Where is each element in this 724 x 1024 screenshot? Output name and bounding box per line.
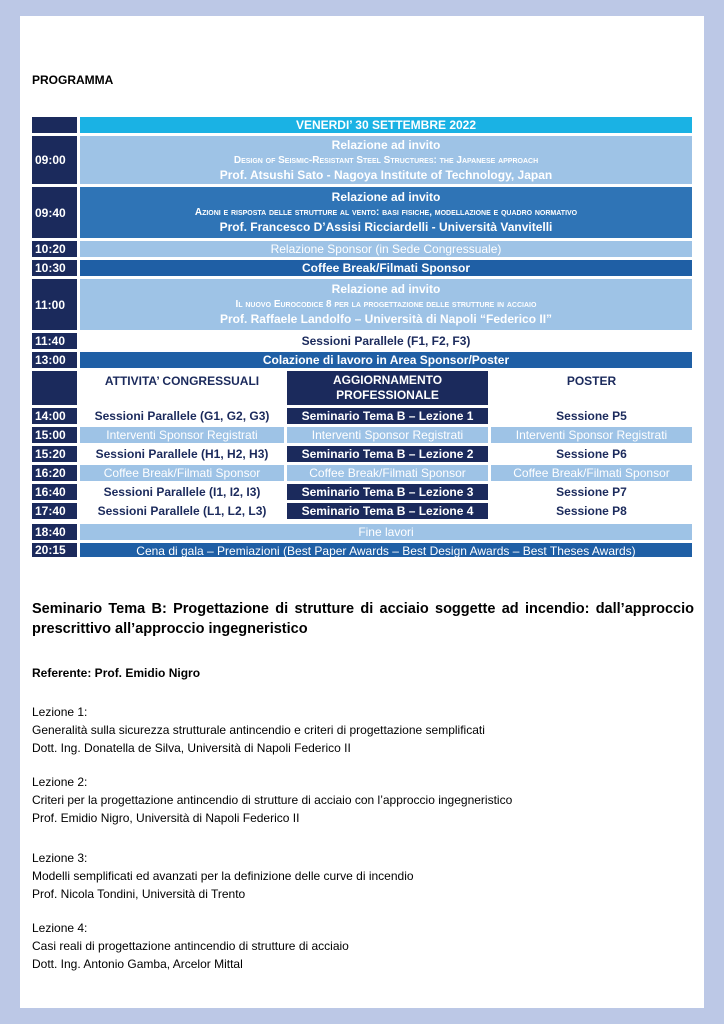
time-cell: 10:30 (32, 260, 77, 276)
invited-talk-cell (80, 136, 692, 184)
session-cell: Sessioni Parallele (G1, G2, G3) (80, 408, 284, 424)
schedule-row (32, 524, 692, 540)
schedule-row (32, 484, 692, 500)
talk-title: Azioni e risposta delle strutture al vento: basi fisiche, modellazione e quadro normativo (194, 207, 578, 218)
column-header-row (32, 371, 692, 405)
talk-speaker: Prof. Raffaele Landolfo – Università di Napoli “Federico II” (219, 312, 553, 326)
talk-title: Design of Seismic-Resistant Steel Structures: the Japanese approach (233, 154, 539, 166)
time-cell (32, 117, 77, 133)
talk-type: Relazione ad invito (331, 282, 441, 296)
session-cell: Sessioni Parallele (L1, L2, L3) (80, 503, 284, 519)
time-cell (32, 371, 77, 405)
break-cell: Coffee Break/Filmati Sponsor (491, 465, 692, 481)
schedule-row (32, 446, 692, 462)
lesson-speaker: Dott. Ing. Donatella de Silva, Università di Napoli Federico II (32, 741, 351, 755)
time-cell: 13:00 (32, 352, 77, 368)
event-cell: Cena di gala – Premiazioni (Best Paper Awards – Best Design Awards – Best Theses Awards) (80, 543, 692, 557)
time-cell: 14:00 (32, 408, 77, 424)
lesson-topic: Casi reali di progettazione antincendio di strutture di acciaio (32, 939, 349, 953)
lesson-label: Lezione 1: (32, 705, 88, 719)
sponsor-cell: Interventi Sponsor Registrati (80, 427, 284, 443)
lesson-topic: Modelli semplificati ed avanzati per la definizione delle curve di incendio (32, 869, 414, 883)
time-cell: 17:40 (32, 503, 77, 519)
lesson-topic: Criteri per la progettazione antincendio di strutture di acciaio con l’approccio ingegneristico (32, 793, 513, 807)
schedule-row (32, 136, 692, 184)
schedule-row (32, 241, 692, 257)
break-cell: Coffee Break/Filmati Sponsor (80, 465, 284, 481)
lesson-block (32, 773, 512, 827)
event-cell: Relazione Sponsor (in Sede Congressuale) (80, 241, 692, 257)
time-cell: 15:20 (32, 446, 77, 462)
lesson-speaker: Dott. Ing. Antonio Gamba, Arcelor Mittal (32, 957, 243, 971)
schedule-row (32, 465, 692, 481)
schedule-row (32, 543, 692, 557)
schedule-row (32, 333, 692, 349)
schedule-row (32, 408, 692, 424)
talk-speaker: Prof. Atsushi Sato - Nagoya Institute of Technology, Japan (219, 167, 553, 182)
seminar-referente: Referente: Prof. Emidio Nigro (32, 666, 201, 680)
talk-speaker: Prof. Francesco D’Assisi Ricciardelli - Università Vanvitelli (219, 220, 553, 234)
invited-talk-cell (80, 187, 692, 238)
schedule-row (32, 187, 692, 238)
page-heading: PROGRAMMA (32, 73, 114, 87)
session-cell: Sessioni Parallele (I1, I2, I3) (80, 484, 284, 500)
talk-type: Relazione ad invito (331, 190, 441, 204)
lesson-topic: Generalità sulla sicurezza strutturale antincendio e criteri di progettazione semplificati (32, 723, 485, 737)
poster-cell: Sessione P6 (491, 446, 692, 462)
lesson-label: Lezione 3: (32, 851, 88, 865)
col-header-aggiornamento: AGGIORNAMENTO PROFESSIONALE (287, 371, 488, 405)
schedule-row (32, 503, 692, 519)
break-cell: Coffee Break/Filmati Sponsor (287, 465, 488, 481)
lesson-block (32, 849, 414, 903)
poster-cell: Sessione P5 (491, 408, 692, 424)
poster-cell: Sessione P8 (491, 503, 692, 519)
event-cell: Sessioni Parallele (F1, F2, F3) (80, 333, 692, 349)
schedule-row (32, 352, 692, 368)
seminar-cell: Seminario Tema B – Lezione 1 (287, 408, 488, 424)
schedule-row (32, 279, 692, 330)
lesson-block (32, 919, 349, 973)
time-cell: 09:40 (32, 187, 77, 238)
day-title: VENERDI’ 30 SETTEMBRE 2022 (80, 117, 692, 133)
poster-cell: Sessione P7 (491, 484, 692, 500)
lesson-speaker: Prof. Emidio Nigro, Università di Napoli Federico II (32, 811, 300, 825)
lesson-speaker: Prof. Nicola Tondini, Università di Trento (32, 887, 246, 901)
day-row (32, 117, 692, 133)
seminar-cell: Seminario Tema B – Lezione 3 (287, 484, 488, 500)
lesson-label: Lezione 2: (32, 775, 88, 789)
talk-type: Relazione ad invito (331, 137, 441, 152)
schedule-row (32, 427, 692, 443)
lesson-label: Lezione 4: (32, 921, 88, 935)
talk-title: Il nuovo Eurocodice 8 per la progettazione delle strutture in acciaio (235, 299, 537, 310)
invited-talk-cell (80, 279, 692, 330)
session-cell: Sessioni Parallele (H1, H2, H3) (80, 446, 284, 462)
event-cell: Coffee Break/Filmati Sponsor (80, 260, 692, 276)
event-cell: Fine lavori (80, 524, 692, 540)
time-cell: 09:00 (32, 136, 77, 184)
seminar-title: Seminario Tema B: Progettazione di strutture di acciaio soggette ad incendio: dall’approccio prescrittivo all’approccio ingegneristico (32, 601, 694, 637)
time-cell: 18:40 (32, 524, 77, 540)
lesson-block (32, 703, 485, 757)
sponsor-cell: Interventi Sponsor Registrati (287, 427, 488, 443)
col-header-attivita: ATTIVITA’ CONGRESSUALI (80, 371, 284, 405)
seminar-cell: Seminario Tema B – Lezione 2 (287, 446, 488, 462)
time-cell: 16:20 (32, 465, 77, 481)
schedule-row (32, 260, 692, 276)
sponsor-cell: Interventi Sponsor Registrati (491, 427, 692, 443)
event-cell: Colazione di lavoro in Area Sponsor/Poster (80, 352, 692, 368)
seminar-cell: Seminario Tema B – Lezione 4 (287, 503, 488, 519)
time-cell: 16:40 (32, 484, 77, 500)
time-cell: 11:00 (32, 279, 77, 330)
time-cell: 11:40 (32, 333, 77, 349)
time-cell: 15:00 (32, 427, 77, 443)
time-cell: 20:15 (32, 543, 77, 557)
col-header-poster: POSTER (491, 371, 692, 405)
time-cell: 10:20 (32, 241, 77, 257)
